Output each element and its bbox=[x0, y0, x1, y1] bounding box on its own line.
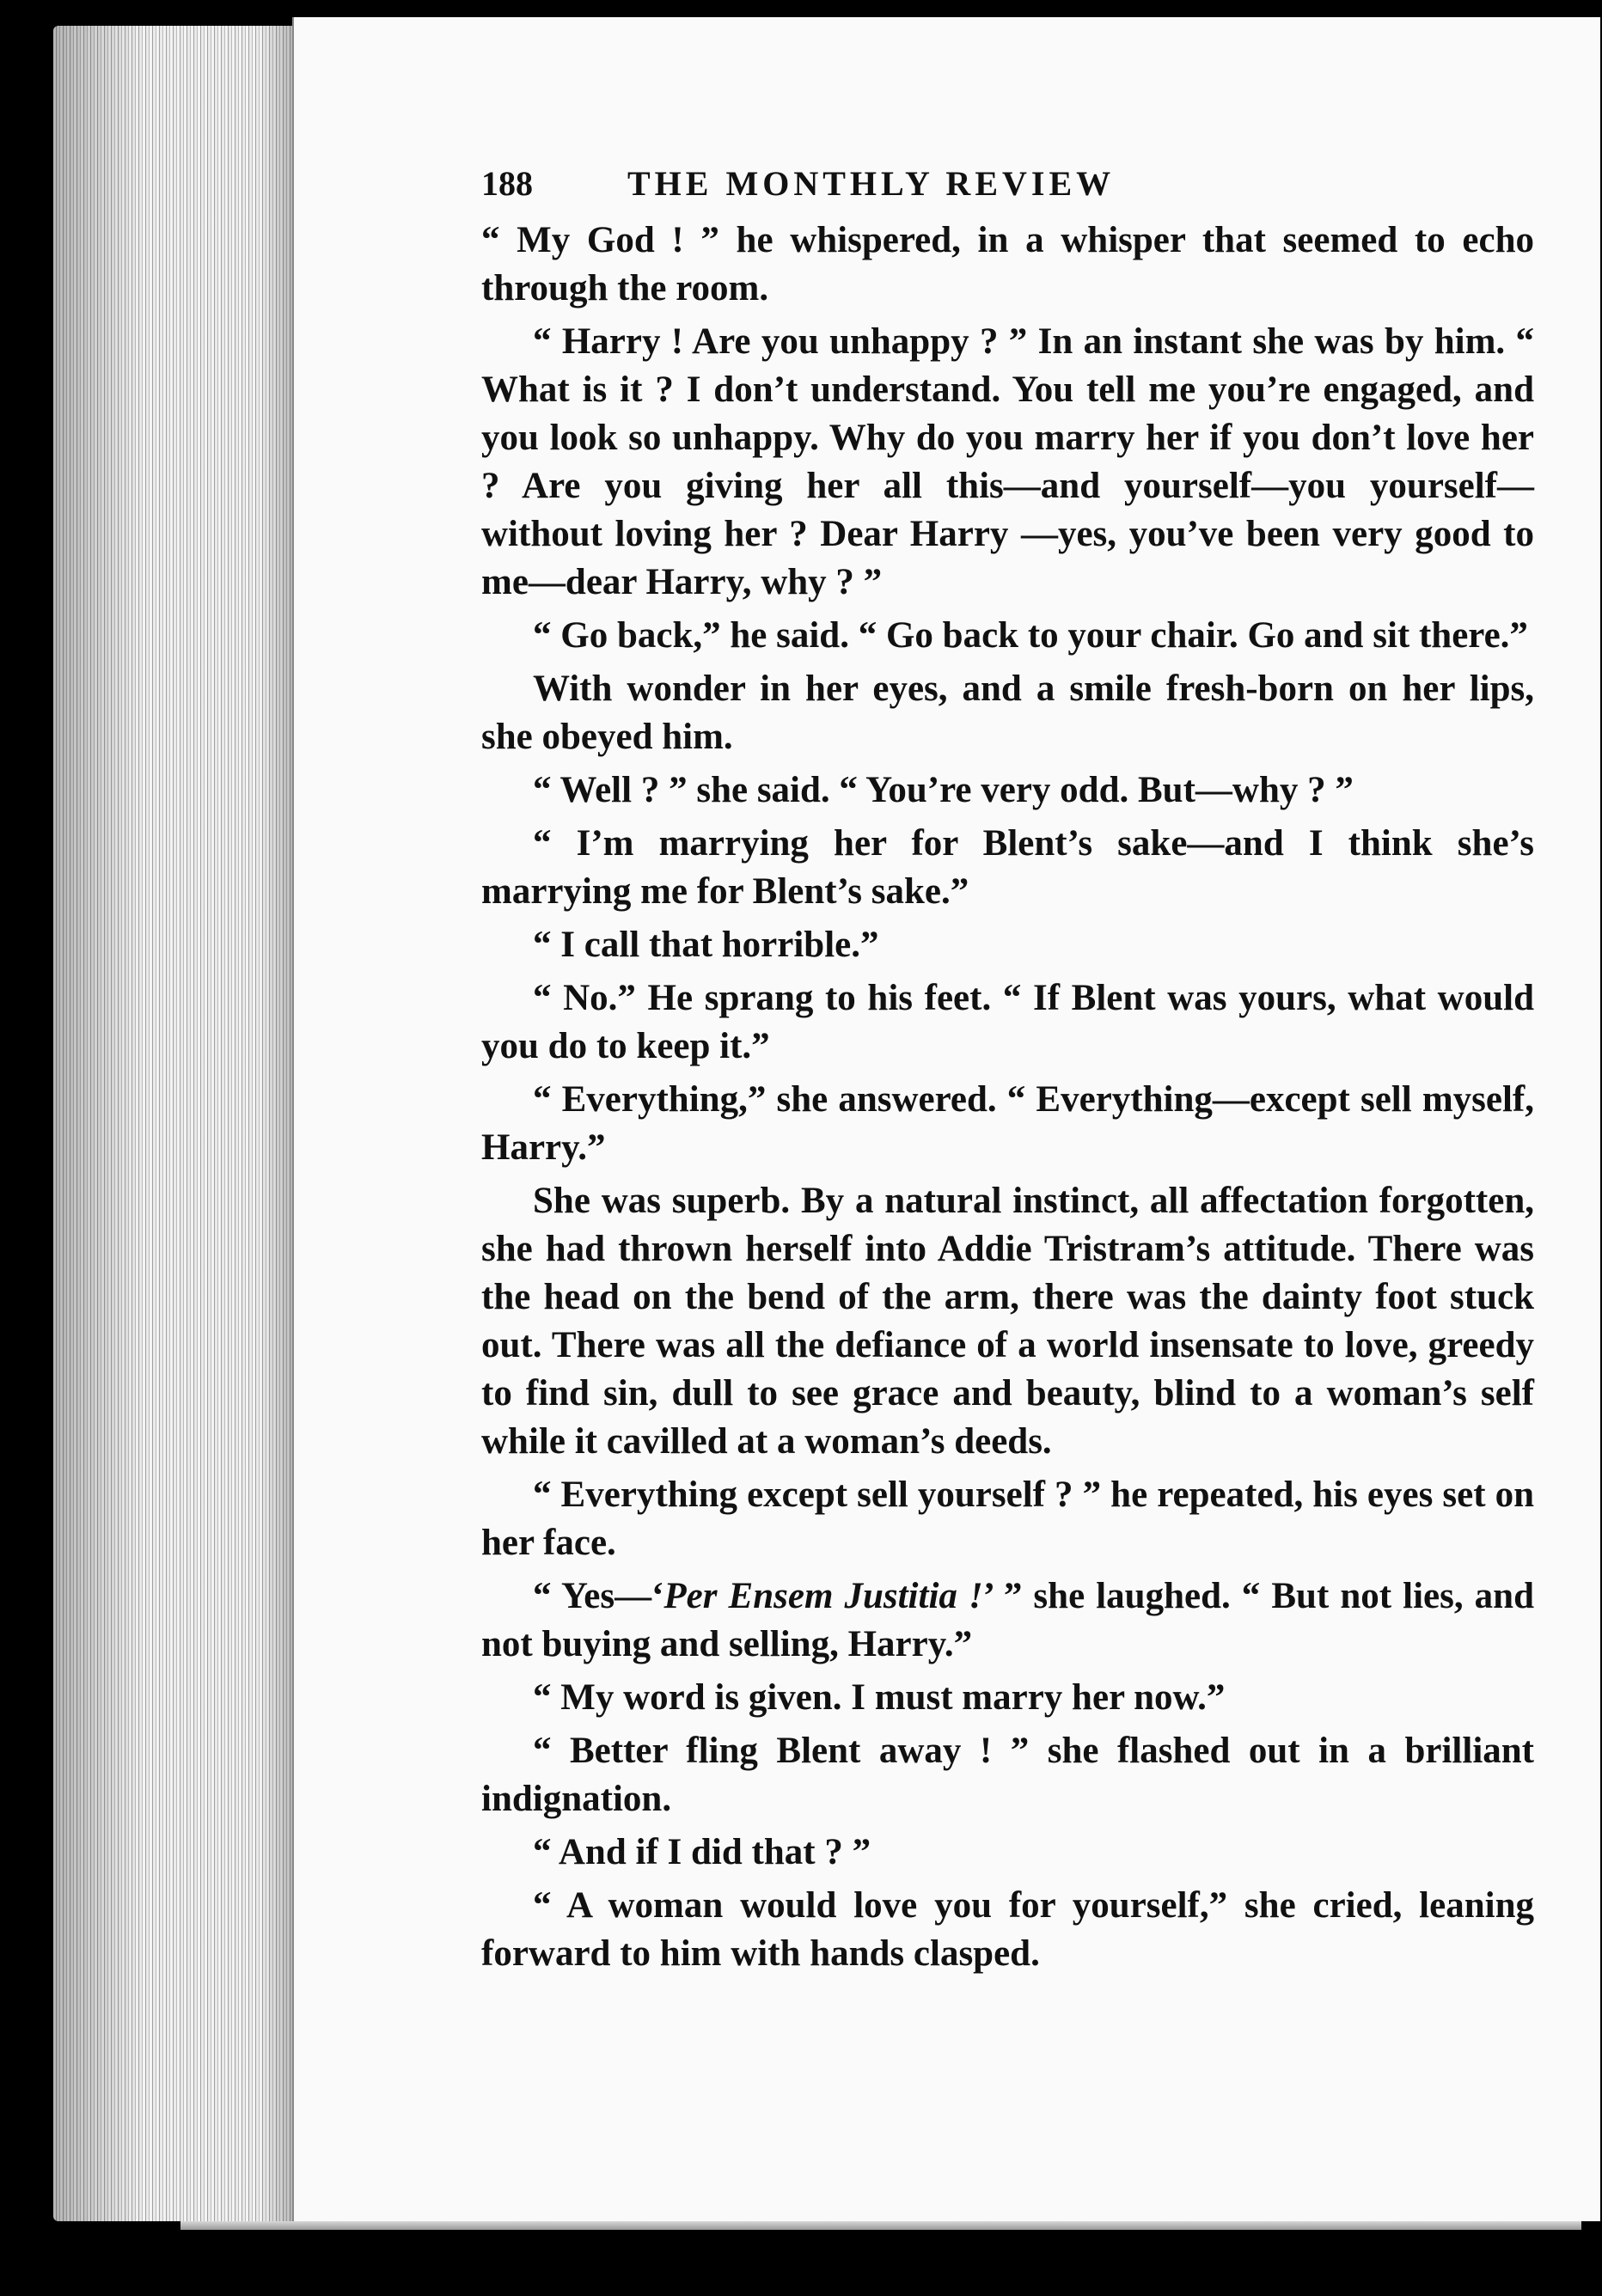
paragraph-with-italic bbox=[481, 1572, 1534, 1669]
text-before-italic: “ Yes—‘ bbox=[533, 1576, 664, 1616]
page-bottom-edge bbox=[180, 2221, 1581, 2230]
paragraph: “ Everything except sell yourself ? ” he repeated, his eyes set on her face. bbox=[481, 1475, 1534, 1563]
text-after-italic: ’ ” she laughed. “ But not lies, and not buying and selling, Harry.” bbox=[481, 1576, 1534, 1664]
paragraph: “ Harry ! Are you unhappy ? ” In an instant she was by him. “ What is it ? I don’t understand. You tell me you’re engaged, and you look so unhappy. Why do you marry her if you don’t love her ? Are you giving her all this—and yourself—you yourself—without loving her ? Dear Harry —yes, you’ve been very good to me—dear Harry, why ? ” bbox=[481, 321, 1534, 602]
page-edges-shadow bbox=[53, 26, 311, 2221]
paragraph: “ No.” He sprang to his feet. “ If Blent was yours, what would you do to keep it.” bbox=[481, 978, 1534, 1066]
paragraph: “ Well ? ” she said. “ You’re very odd. But—why ? ” bbox=[533, 770, 1354, 810]
paragraph: “ My word is given. I must marry her now.” bbox=[533, 1677, 1226, 1718]
paragraph: “ Go back,” he said. “ Go back to your chair. Go and sit there.” bbox=[533, 615, 1528, 656]
italic-motto: Per Ensem Justitia ! bbox=[663, 1576, 983, 1616]
page-text-block bbox=[481, 163, 1534, 1983]
paragraph: “ And if I did that ? ” bbox=[533, 1832, 871, 1872]
running-head bbox=[481, 163, 1534, 215]
running-title: THE MONTHLY REVIEW bbox=[627, 164, 1116, 203]
page-number: 188 bbox=[481, 164, 533, 203]
paragraph: “ Everything,” she answered. “ Everything—except sell myself, Harry.” bbox=[481, 1079, 1534, 1168]
paragraph: With wonder in her eyes, and a smile fresh-born on her lips, she obeyed him. bbox=[481, 669, 1534, 757]
paragraph: She was superb. By a natural instinct, all affectation forgotten, she had thrown herself into Addie Tristram’s attitude. There was the head on the bend of the arm, there was the dainty foot stuck out. There was all the defiance of a world insensate to love, greedy to find sin, dull to see grace and beauty, blind to a woman’s self while it cavilled at a woman’s deeds. bbox=[481, 1181, 1534, 1462]
paragraph: “ I call that horrible.” bbox=[533, 925, 879, 965]
paragraph: “ My God ! ” he whispered, in a whisper that seemed to echo through the room. bbox=[481, 220, 1534, 308]
paragraph: “ Better fling Blent away ! ” she flashed out in a brilliant indignation. bbox=[481, 1731, 1534, 1819]
paragraph: “ A woman would love you for yourself,” she cried, leaning forward to him with hands clasped. bbox=[481, 1885, 1534, 1974]
paragraph: “ I’m marrying her for Blent’s sake—and I think she’s marrying me for Blent’s sake.” bbox=[481, 823, 1534, 912]
